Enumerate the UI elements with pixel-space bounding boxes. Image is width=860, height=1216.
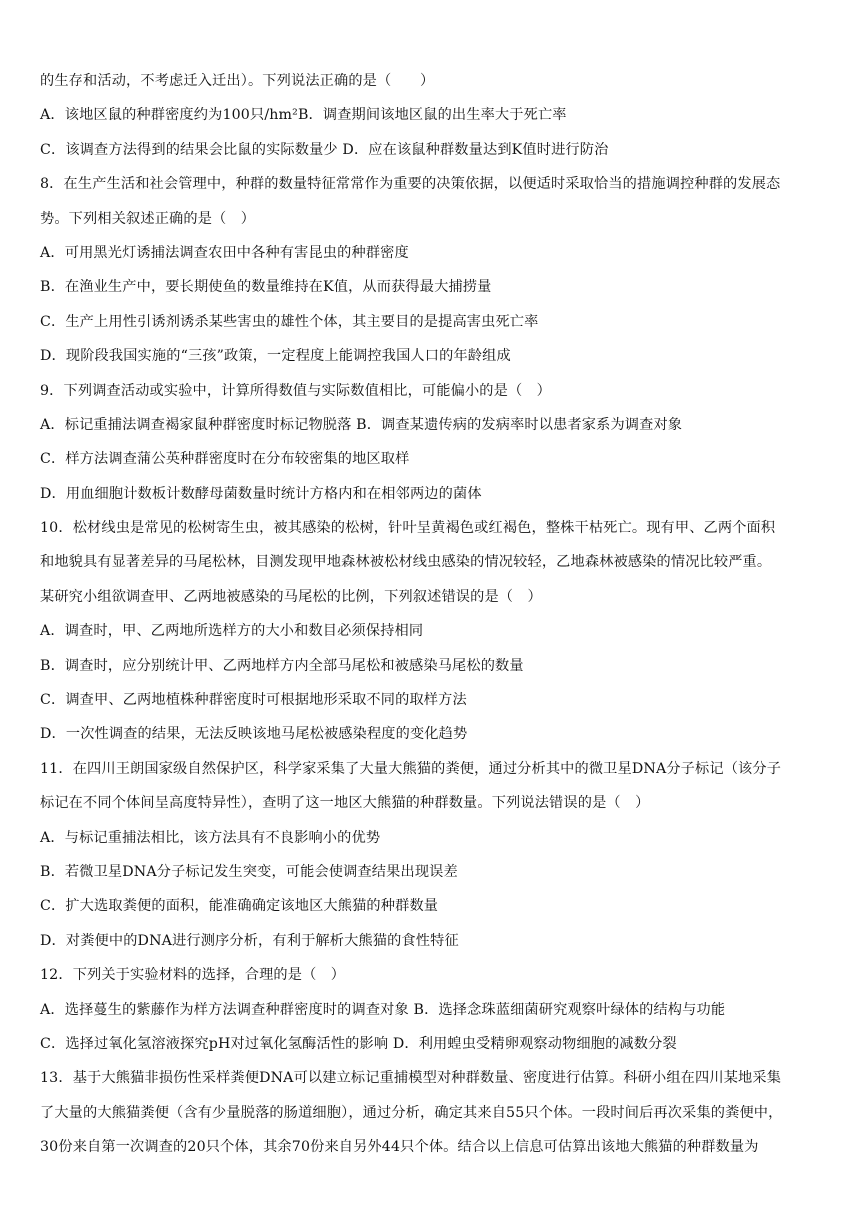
option-line: A．该地区鼠的种群密度约为100只/hm²B．调查期间该地区鼠的出生率大于死亡率 — [40, 107, 567, 124]
question-10-stem: 10．松材线虫是常见的松树寄生虫，被其感染的松树，针叶呈黄褐色或红褐色，整株干枯死亡。现有甲、乙两个面积 — [40, 520, 776, 537]
option-line: C．调查甲、乙两地植株种群密度时可根据地形采取不同的取样方法 — [40, 692, 467, 709]
option-line: C．该调查方法得到的结果会比鼠的实际数量少 D．应在该鼠种群数量达到K值时进行防治 — [40, 141, 609, 158]
question-8-stem-cont: 势。下列相关叙述正确的是（ ） — [40, 210, 256, 227]
option-line: C．样方法调查蒲公英种群密度时在分布较密集的地区取样 — [40, 451, 410, 468]
option-line: C．扩大选取粪便的面积，能准确确定该地区大熊猫的种群数量 — [40, 898, 439, 915]
question-13-stem: 13．基于大熊猫非损伤性采样粪便DNA可以建立标记重捕模型对种群数量、密度进行估算。科研小组在四川某地采集 — [40, 1070, 782, 1087]
option-line: A．调查时，甲、乙两地所选样方的大小和数目必须保持相同 — [40, 623, 424, 640]
option-line: D．用血细胞计数板计数酵母菌数量时统计方格内和在相邻两边的菌体 — [40, 485, 482, 502]
question-13-stem-cont: 了大量的大熊猫粪便（含有少量脱落的肠道细胞），通过分析，确定其来自55只个体。一段时间后再次采集的粪便中， — [40, 1104, 783, 1121]
text-line: 的生存和活动，不考虑迁入迁出）。下列说法正确的是（ ） — [40, 73, 435, 89]
question-11-stem: 11．在四川王朗国家级自然保护区，科学家采集了大量大熊猫的粪便，通过分析其中的微卫星DNA分子标记（该分子 — [40, 760, 782, 777]
question-13-stem-cont: 30份来自第一次调查的20只个体，其余70份来自另外44只个体。结合以上信息可估算出该地大熊猫的种群数量为 — [40, 1139, 759, 1156]
question-8-stem: 8．在生产生活和社会管理中，种群的数量特征常常作为重要的决策依据，以便适时采取恰当的措施调控种群的发展态 — [40, 176, 781, 193]
option-line: C．生产上用性引诱剂诱杀某些害虫的雄性个体，其主要目的是提高害虫死亡率 — [40, 313, 539, 330]
option-line: B．若微卫星DNA分子标记发生突变，可能会使调查结果出现误差 — [40, 863, 458, 880]
option-line: D．对粪便中的DNA进行测序分析，有利于解析大熊猫的食性特征 — [40, 932, 459, 949]
option-line: B．调查时，应分别统计甲、乙两地样方内全部马尾松和被感染马尾松的数量 — [40, 657, 524, 674]
option-line: D．现阶段我国实施的“三孩”政策，一定程度上能调控我国人口的年龄组成 — [40, 348, 511, 365]
option-line: A．与标记重捕法相比，该方法具有不良影响小的优势 — [40, 829, 381, 846]
question-12-stem: 12．下列关于实验材料的选择，合理的是（ ） — [40, 967, 346, 984]
option-line: B．在渔业生产中，要长期使鱼的数量维持在K值，从而获得最大捕捞量 — [40, 279, 492, 296]
option-line: A．选择蔓生的紫藤作为样方法调查种群密度时的调查对象 B．选择念珠蓝细菌研究观察叶绿体的结构与功能 — [40, 1001, 726, 1018]
option-line: A．可用黑光灯诱捕法调查农田中各种有害昆虫的种群密度 — [40, 244, 409, 261]
option-line: C．选择过氧化氢溶液探究pH对过氧化氢酶活性的影响 D．利用蝗虫受精卵观察动物细胞的减数分裂 — [40, 1035, 677, 1052]
option-line: A．标记重捕法调查褐家鼠种群密度时标记物脱落 B．调查某遗传病的发病率时以患者家系为调查对象 — [40, 416, 683, 433]
option-line: D．一次性调查的结果，无法反映该地马尾松被感染程度的变化趋势 — [40, 726, 468, 743]
question-11-stem-cont: 标记在不同个体间呈高度特异性），查明了这一地区大熊猫的种群数量。下列说法错误的是（ ） — [40, 795, 650, 812]
question-10-stem-cont: 某研究小组欲调查甲、乙两地被感染的马尾松的比例，下列叙述错误的是（ ） — [40, 588, 542, 605]
question-9-stem: 9．下列调查活动或实验中，计算所得数值与实际数值相比，可能偏小的是（ ） — [40, 382, 551, 399]
question-10-stem-cont: 和地貌具有显著差异的马尾松林，目测发现甲地森林被松材线虫感染的情况较轻，乙地森林被感染的情况比较严重。 — [40, 554, 772, 571]
